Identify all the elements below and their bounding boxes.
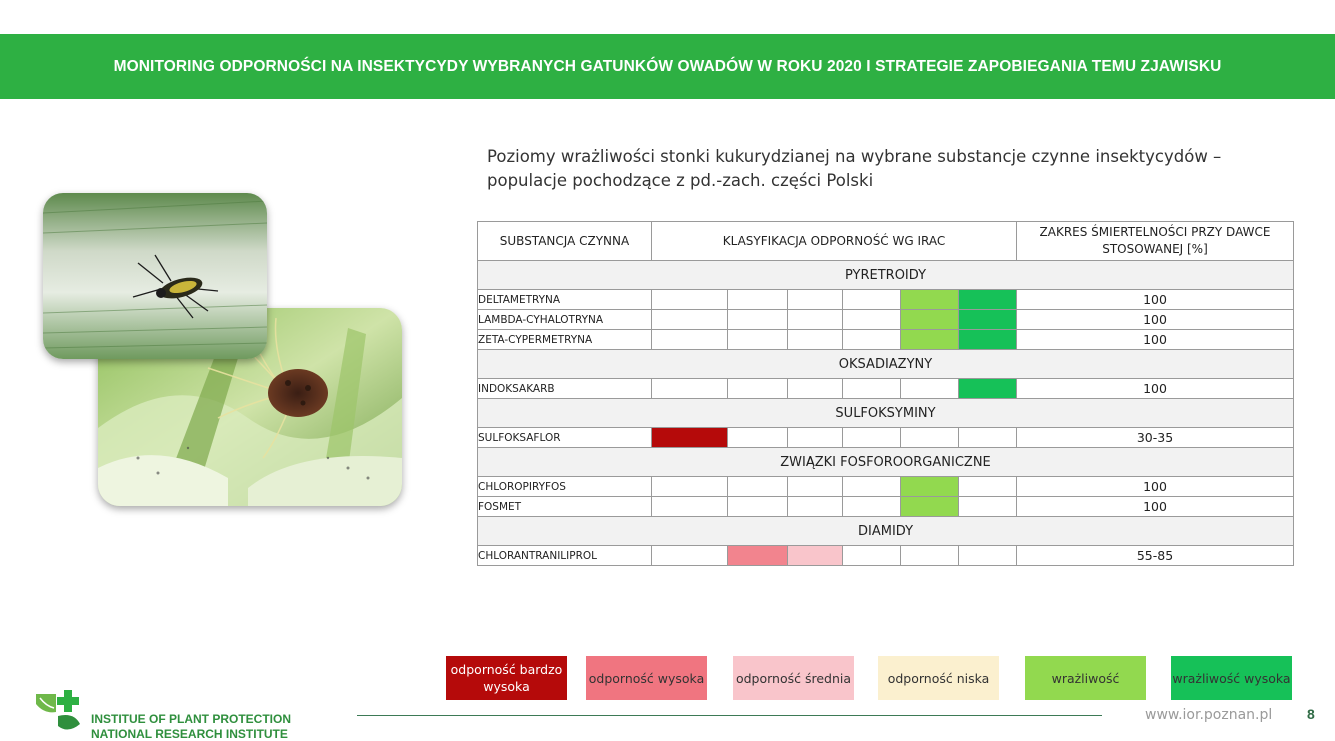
classification-cell [901,428,959,448]
table-row [478,546,1294,566]
classification-cell [652,497,728,517]
classification-cell [652,330,728,350]
legend-high-susceptibility: wrażliwość wysoka [1171,656,1292,700]
classification-cell [788,330,843,350]
page-number: 8 [1307,706,1315,722]
group-row [478,350,1294,379]
group-label: OKSADIAZYNY [478,350,1294,379]
page-title: MONITORING ODPORNOŚCI NA INSEKTYCYDY WYBRANYCH GATUNKÓW OWADÓW W ROKU 2020 I STRATEGIE ZAPOBIEGANIA TEMU ZJAWISKU [113,57,1222,75]
classification-cell [959,290,1017,310]
table-row [478,428,1294,448]
mortality-value: 100 [1017,290,1294,310]
table-row [478,379,1294,399]
classification-cell [901,477,959,497]
mortality-value: 100 [1017,310,1294,330]
group-row [478,448,1294,477]
legend-high-resistance: odporność wysoka [586,656,707,700]
beetle-on-leaf-photo [43,193,267,359]
susceptibility-table [477,221,1294,566]
classification-cell [652,477,728,497]
group-label: ZWIĄZKI FOSFOROORGANICZNE [478,448,1294,477]
classification-cell [788,477,843,497]
mortality-value: 100 [1017,477,1294,497]
classification-cell [959,379,1017,399]
table-row [478,477,1294,497]
classification-cell [652,310,728,330]
institute-subtitle: NATIONAL RESEARCH INSTITUTE [91,727,288,741]
classification-cell [901,290,959,310]
mortality-value: 100 [1017,497,1294,517]
header-classification: KLASYFIKACJA ODPORNOŚĆ WG IRAC [652,222,1017,261]
classification-cell [959,477,1017,497]
table-caption: Poziomy wrażliwości stonki kukurydzianej na wybrane substancje czynne insektycydów – populacje pochodzące z pd.-zach. części Polski [487,147,1222,190]
mortality-value: 55-85 [1017,546,1294,566]
mortality-value: 30-35 [1017,428,1294,448]
classification-cell [788,428,843,448]
classification-cell [901,330,959,350]
website-url: www.ior.poznan.pl [1145,707,1273,723]
classification-cell [652,428,728,448]
group-row [478,399,1294,428]
group-label: PYRETROIDY [478,261,1294,290]
table-row [478,310,1294,330]
substance-name: DELTAMETRYNA [478,290,652,310]
legend-very-high-resistance: odporność bardzo wysoka [446,656,567,700]
classification-cell [843,290,901,310]
mortality-value: 100 [1017,330,1294,350]
classification-cell [788,310,843,330]
substance-name: LAMBDA-CYHALOTRYNA [478,310,652,330]
classification-cell [728,290,788,310]
classification-cell [843,428,901,448]
classification-cell [728,546,788,566]
group-row [478,517,1294,546]
classification-cell [901,546,959,566]
substance-name: CHLOROPIRYFOS [478,477,652,497]
title-banner [0,34,1335,99]
classification-cell [843,546,901,566]
classification-cell [652,379,728,399]
substance-name: FOSMET [478,497,652,517]
classification-cell [788,497,843,517]
classification-cell [959,428,1017,448]
classification-cell [959,497,1017,517]
substance-name: CHLORANTRANILIPROL [478,546,652,566]
mortality-value: 100 [1017,379,1294,399]
table-row [478,497,1294,517]
classification-cell [959,546,1017,566]
classification-cell [728,379,788,399]
legend-low-resistance: odporność niska [878,656,999,700]
legend-susceptibility: wrażliwość [1025,656,1146,700]
classification-cell [843,330,901,350]
classification-cell [959,310,1017,330]
header-substance: SUBSTANCJA CZYNNA [478,222,652,261]
group-label: DIAMIDY [478,517,1294,546]
footer-divider [357,715,1102,716]
legend-medium-resistance: odporność średnia [733,656,854,700]
classification-cell [728,310,788,330]
classification-cell [652,546,728,566]
ior-leaf-cross-logo [34,690,84,734]
classification-cell [843,310,901,330]
classification-cell [788,290,843,310]
classification-cell [652,290,728,310]
table-header-row [478,222,1294,261]
substance-name: ZETA-CYPERMETRYNA [478,330,652,350]
classification-cell [788,546,843,566]
group-label: SULFOKSYMINY [478,399,1294,428]
substance-name: SULFOKSAFLOR [478,428,652,448]
classification-cell [901,497,959,517]
classification-cell [843,497,901,517]
institute-name: INSTITUE OF PLANT PROTECTION [91,712,291,726]
classification-cell [901,379,959,399]
classification-cell [728,497,788,517]
classification-cell [959,330,1017,350]
group-row [478,261,1294,290]
header-mortality: ZAKRES ŚMIERTELNOŚCI PRZY DAWCE STOSOWANEJ [%] [1017,222,1294,261]
classification-cell [728,428,788,448]
table-row [478,330,1294,350]
classification-cell [843,379,901,399]
table-row [478,290,1294,310]
photo-collage [40,190,410,510]
substance-name: INDOKSAKARB [478,379,652,399]
classification-cell [728,330,788,350]
classification-cell [901,310,959,330]
classification-cell [843,477,901,497]
classification-cell [728,477,788,497]
classification-cell [788,379,843,399]
